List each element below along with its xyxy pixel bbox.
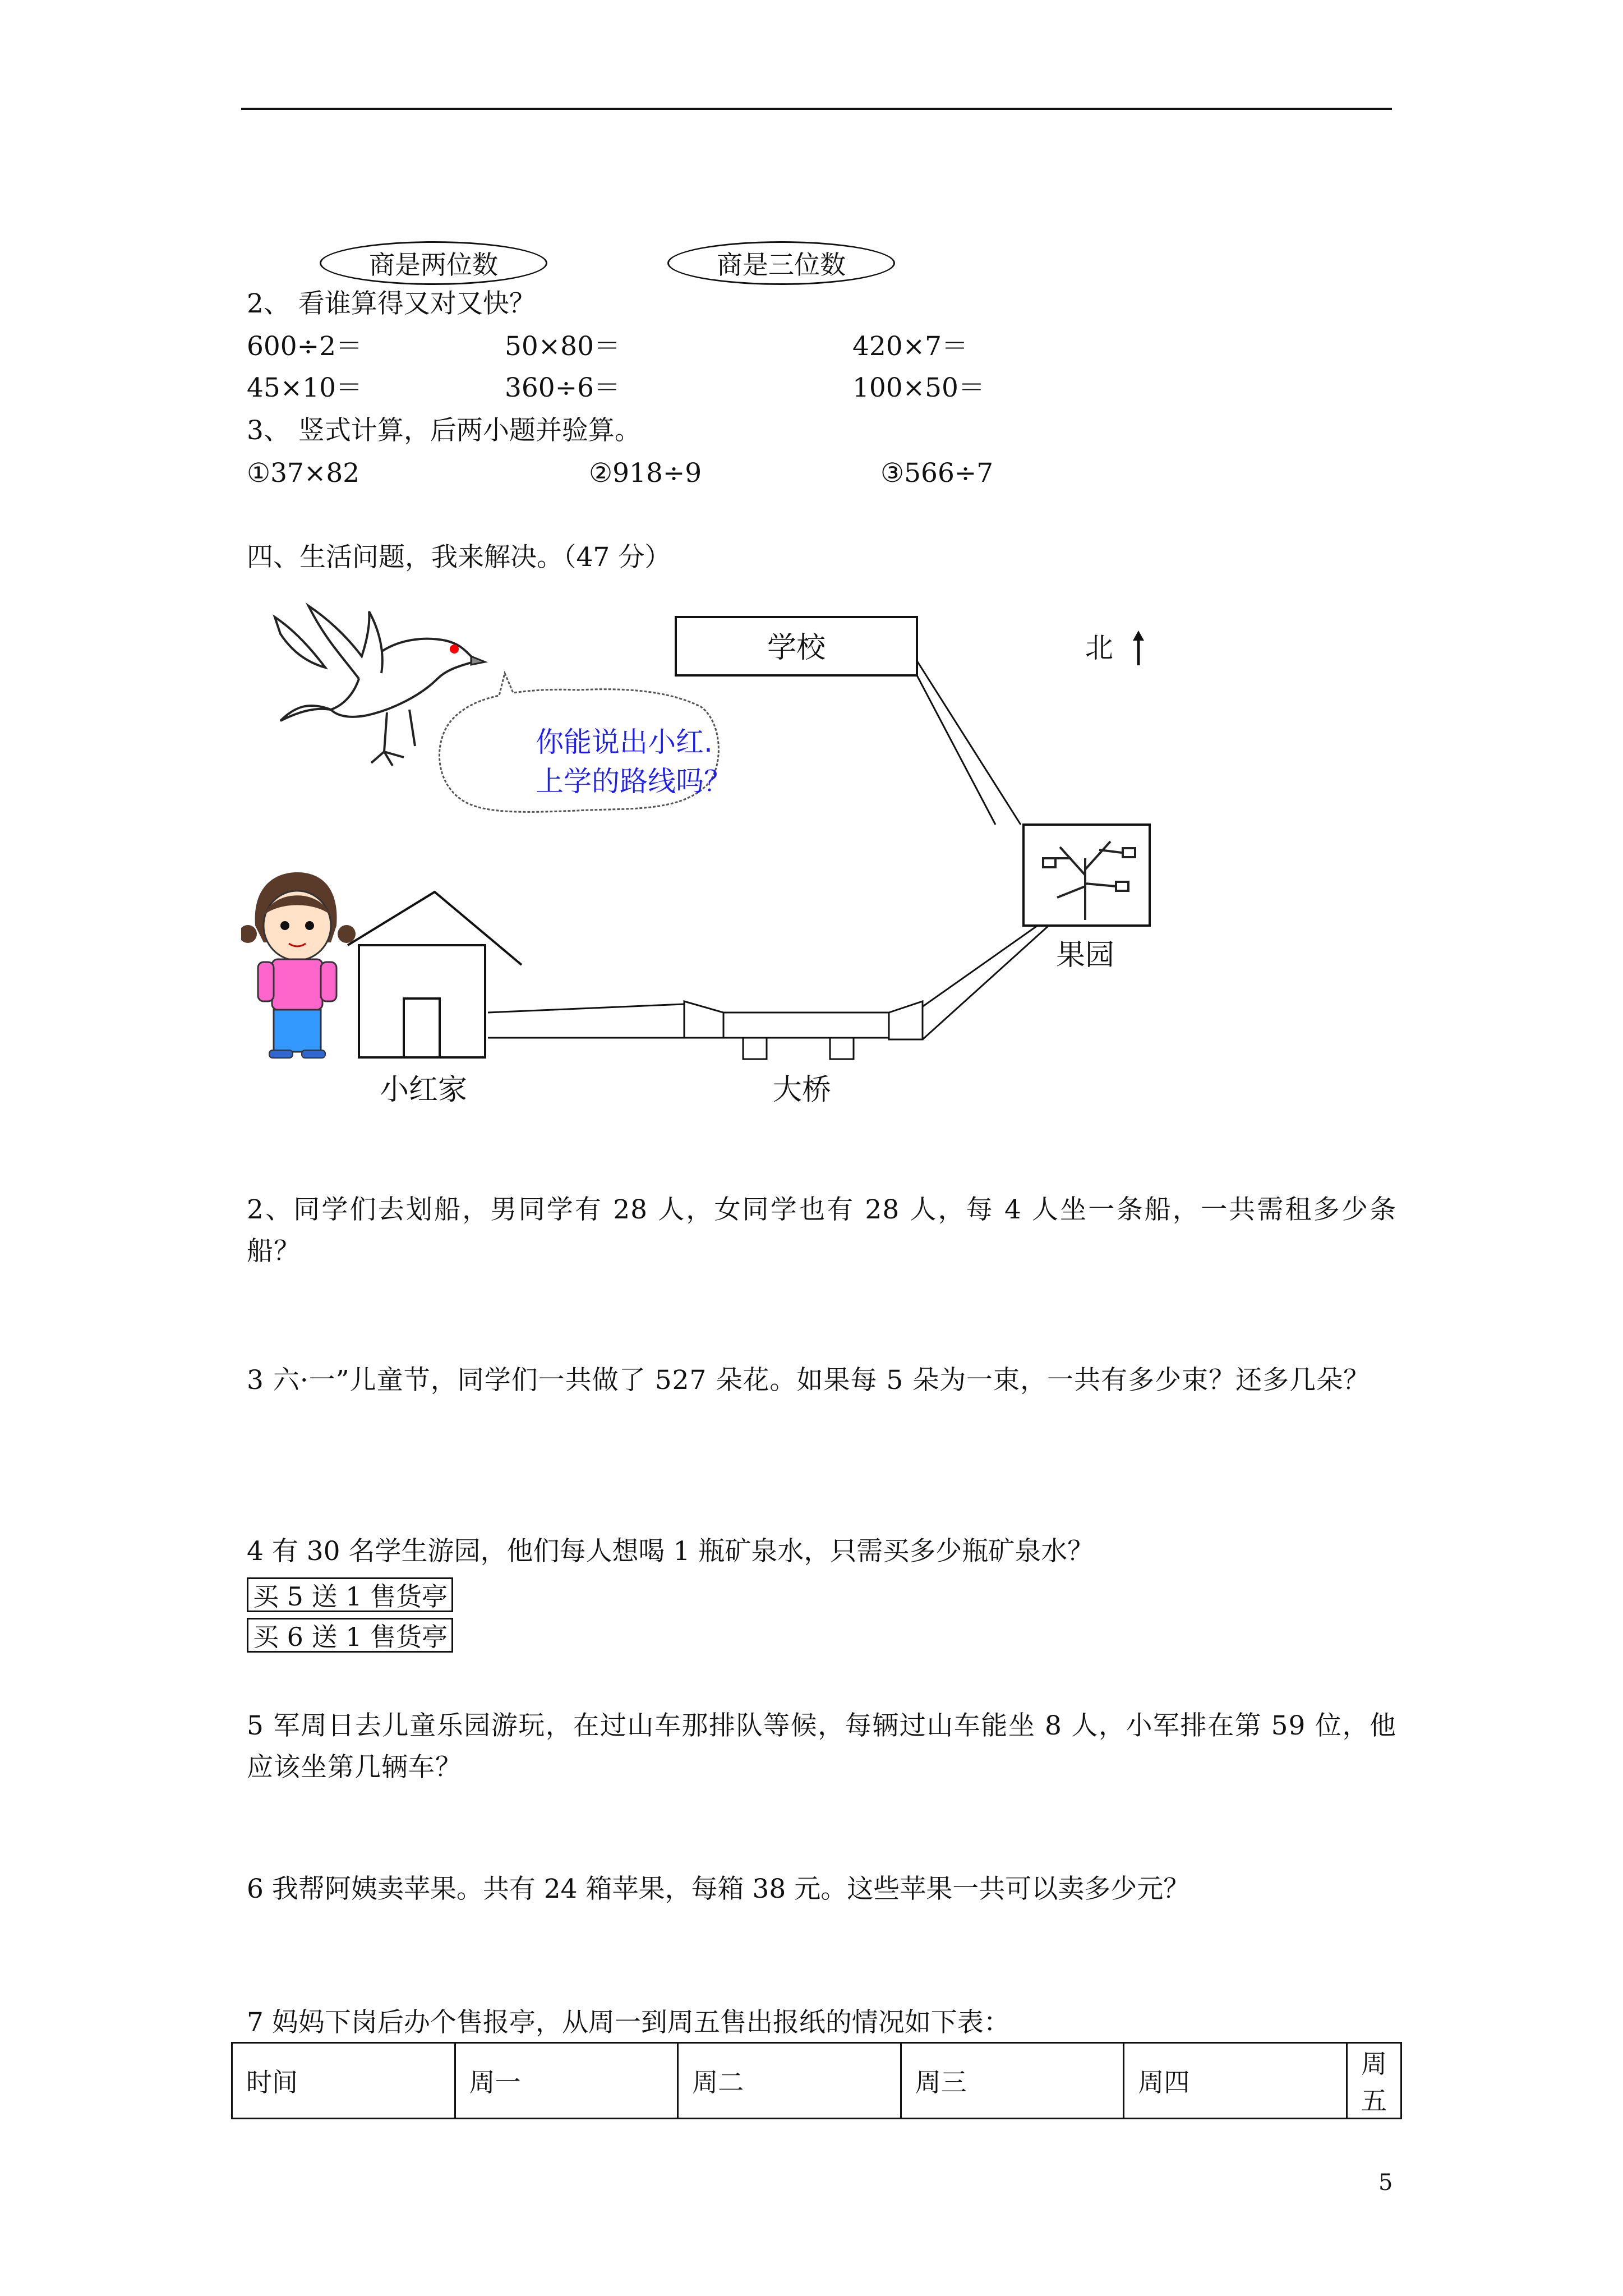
sales-table: [231, 2042, 1402, 2119]
kiosk-box-1-label: 买 5 送 1 售货亭: [253, 1581, 448, 1612]
bubble-line-1: 你能说出小红.: [536, 726, 713, 758]
kiosk-box-2-label: 买 6 送 1 售货亭: [253, 1622, 448, 1652]
road-school-orchard: [917, 661, 1021, 825]
bubble-line-2: 上学的路线吗？: [536, 765, 732, 798]
kiosk-box-1: [247, 1577, 453, 1612]
oval-three-digit-label: 商是三位数: [717, 250, 846, 280]
table-header-thu: 周四: [1124, 2043, 1347, 2119]
north-arrow-icon: [1133, 631, 1144, 665]
table-row: [232, 2043, 1401, 2119]
bird-eye: [450, 645, 459, 654]
q3-title: 3、 竖式计算，后两小题并验算。: [247, 415, 641, 446]
q2-r1-c3: 420×7＝: [852, 331, 968, 362]
home-label: 小红家: [379, 1073, 468, 1107]
page-number: 5: [1378, 2170, 1393, 2196]
q2-r1-c2: 50×80＝: [505, 331, 620, 362]
problem-6: 6 我帮阿姨卖苹果。共有 24 箱苹果，每箱 38 元。这些苹果一共可以卖多少元？: [247, 1874, 1190, 1904]
section4-title: 四、生活问题，我来解决。（47 分）: [247, 542, 671, 573]
q3-item-1: ①37×82: [247, 458, 360, 489]
q2-r2-c2: 360÷6＝: [505, 372, 620, 403]
kiosk-box-2: [247, 1618, 453, 1653]
oval-two-digit-label: 商是两位数: [369, 250, 498, 280]
q3-item-2: ②918÷9: [589, 458, 702, 489]
road-home-bridge: [488, 1004, 684, 1038]
header-rule: [241, 108, 1392, 110]
q2-r1-c1: 600÷2＝: [247, 331, 362, 362]
route-map: [241, 595, 1161, 1133]
oval-two-digit: [320, 241, 547, 285]
problem-5: 5 军周日去儿童乐园游玩，在过山车那排队等候，每辆过山车能坐 8 人，小军排在第 59 位，他应该坐第几辆车？: [247, 1710, 1396, 1783]
bridge: [684, 1001, 923, 1059]
q2-r2-c3: 100×50＝: [852, 372, 985, 403]
q2-title: 2、 看谁算得又对又快？: [247, 288, 536, 319]
problem-7: 7 妈妈下岗后办个售报亭，从周一到周五售出报纸的情况如下表：: [247, 2007, 1010, 2038]
problem-2: 2、同学们去划船，男同学有 28 人，女同学也有 28 人，每 4 人坐一条船，一共需租多少条船？: [247, 1194, 1396, 1267]
table-header-time: 时间: [232, 2043, 455, 2119]
house-icon: [348, 892, 522, 1057]
table-header-mon: 周一: [455, 2043, 678, 2119]
problem-3: 3 六·一”儿童节，同学们一共做了 527 朵花。如果每 5 朵为一束，一共有多少束？还多几朵？: [247, 1365, 1371, 1396]
bridge-label: 大桥: [772, 1073, 832, 1107]
school-label: 学校: [767, 631, 826, 665]
q2-r2-c1: 45×10＝: [247, 372, 362, 403]
oval-three-digit: [667, 241, 895, 285]
road-orchard-bridge: [914, 926, 1049, 1039]
problem-4: 4 有 30 名学生游园，他们每人想喝 1 瓶矿泉水，只需买多少瓶矿泉水？: [247, 1536, 1094, 1567]
q3-item-3: ③566÷7: [880, 458, 994, 489]
orchard-label: 果园: [1055, 938, 1115, 972]
bird-beak: [471, 656, 485, 665]
girl-icon: [241, 872, 356, 1058]
table-header-tue: 周二: [678, 2043, 901, 2119]
table-header-fri: 周五: [1347, 2043, 1401, 2119]
table-header-wed: 周三: [901, 2043, 1124, 2119]
north-label: 北: [1085, 632, 1113, 664]
orchard-box: [1023, 825, 1150, 926]
